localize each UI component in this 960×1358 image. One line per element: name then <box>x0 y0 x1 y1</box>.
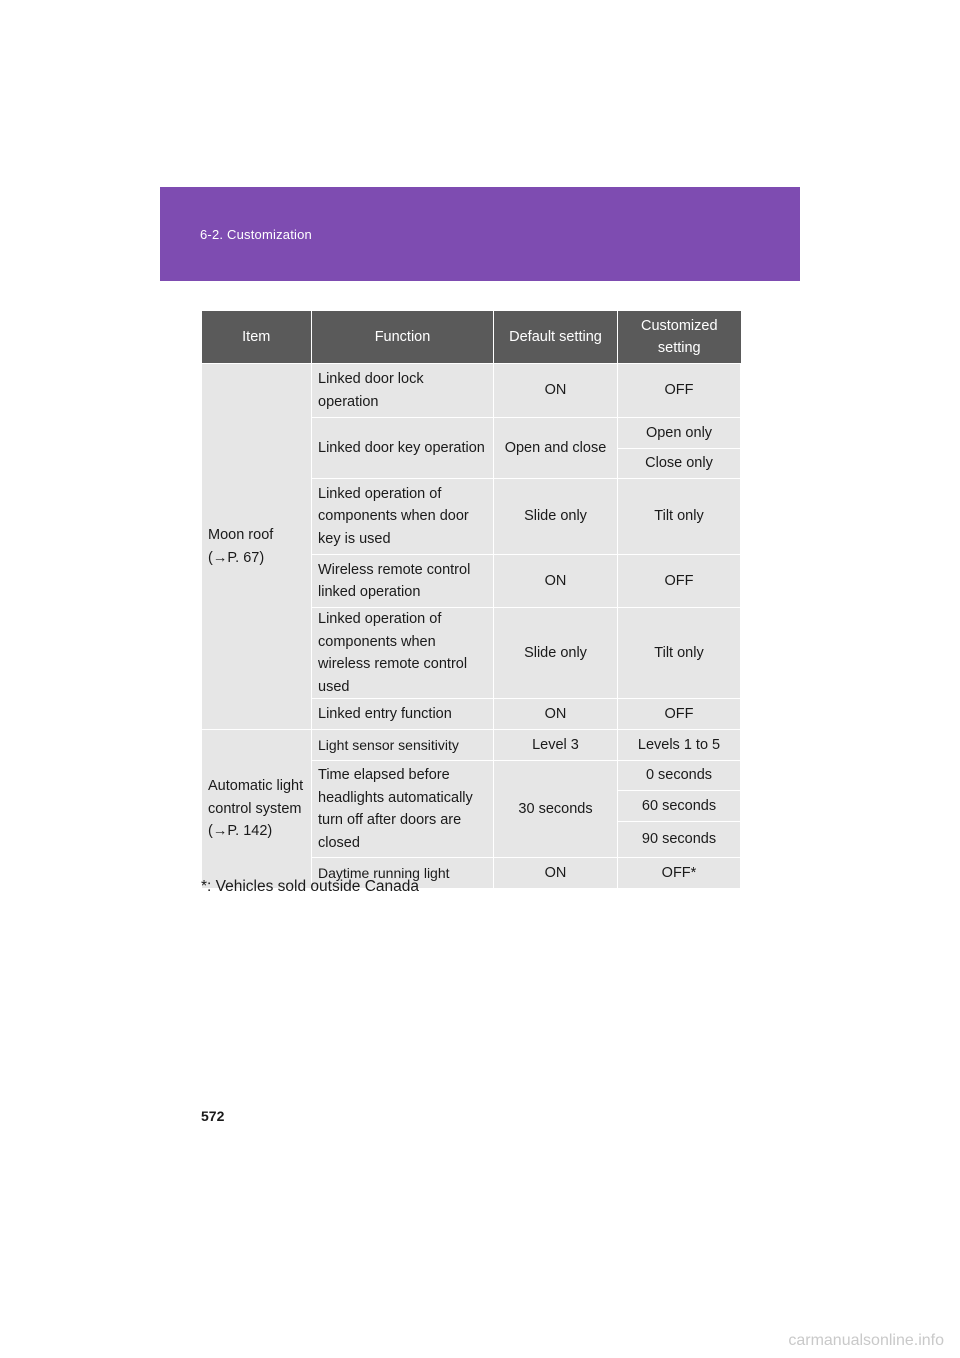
function-cell: Linked door key operation <box>312 418 494 479</box>
section-title: 6-2. Customization <box>200 227 312 242</box>
default-cell: ON <box>494 555 618 608</box>
footnote: *: Vehicles sold outside Canada <box>201 878 420 895</box>
column-header-default: Default setting <box>494 311 618 364</box>
column-header-customized: Customized setting <box>618 311 741 364</box>
column-header-function: Function <box>312 311 494 364</box>
customized-cell: 90 seconds <box>618 822 741 858</box>
table-header-row <box>202 311 741 364</box>
function-cell: Wireless remote control linked operation <box>312 555 494 608</box>
function-cell: Linked operation of components when wireless remote control used <box>312 608 494 699</box>
customized-cell: OFF <box>618 555 741 608</box>
function-cell: Daytime running light <box>312 858 494 889</box>
function-cell: Linked operation of components when door key is used <box>312 479 494 555</box>
default-cell: Slide only <box>494 608 618 699</box>
customized-cell: Levels 1 to 5 <box>618 730 741 761</box>
page-number: 572 <box>201 1108 225 1124</box>
default-cell: ON <box>494 699 618 730</box>
column-header-item: Item <box>202 311 312 364</box>
customization-table <box>201 311 741 889</box>
default-cell: 30 seconds <box>494 761 618 858</box>
customized-cell: Open only <box>618 418 741 449</box>
default-cell: Slide only <box>494 479 618 555</box>
customized-cell: Tilt only <box>618 608 741 699</box>
function-cell: Light sensor sensitivity <box>312 730 494 761</box>
chapter-header-band <box>160 187 800 281</box>
default-cell: ON <box>494 858 618 889</box>
customized-cell: 0 seconds <box>618 761 741 791</box>
function-cell: Linked entry function <box>312 699 494 730</box>
table-row <box>202 730 741 761</box>
customized-cell: OFF <box>618 364 741 418</box>
table-row <box>202 364 741 418</box>
customized-cell: Tilt only <box>618 479 741 555</box>
customized-cell: Close only <box>618 449 741 479</box>
default-cell: Open and close <box>494 418 618 479</box>
customized-cell: OFF <box>618 699 741 730</box>
item-automatic-light-control: Automatic light control system (→P. 142) <box>202 730 312 889</box>
default-cell: ON <box>494 364 618 418</box>
watermark: carmanualsonline.info <box>788 1332 944 1349</box>
item-moon-roof: Moon roof (→P. 67) <box>202 364 312 730</box>
customized-cell: OFF* <box>618 858 741 889</box>
function-cell: Linked door lock operation <box>312 364 494 418</box>
function-cell: Time elapsed before headlights automatically turn off after doors are closed <box>312 761 494 858</box>
customized-cell: 60 seconds <box>618 791 741 822</box>
default-cell: Level 3 <box>494 730 618 761</box>
